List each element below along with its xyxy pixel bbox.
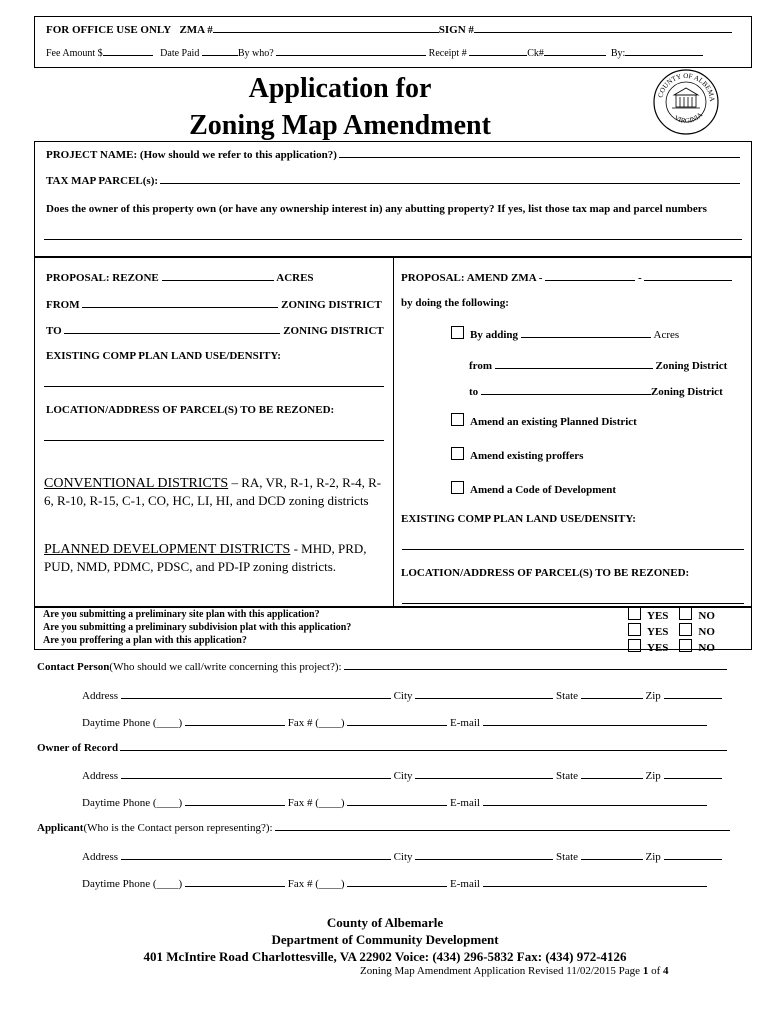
- fee-field[interactable]: [103, 45, 153, 56]
- planned-districts: PLANNED DEVELOPMENT DISTRICTS - MHD, PRD, PUD, NMD, PDMC, PDSC, and PD-IP zoning districts.: [44, 541, 367, 574]
- page-title: Application for Zoning Map Amendment: [189, 73, 491, 141]
- receipt-field[interactable]: [469, 45, 527, 56]
- proffering-no-checkbox[interactable]: [679, 639, 692, 652]
- amend-code-row: Amend a Code of Development: [451, 481, 616, 496]
- adding-to-field[interactable]: [481, 384, 651, 395]
- from-zoning-field[interactable]: [82, 297, 278, 308]
- owner-fax-field[interactable]: [347, 795, 447, 806]
- amend-code-checkbox[interactable]: [451, 481, 464, 494]
- contact-email-field[interactable]: [483, 715, 707, 726]
- adding-to-row: to Zoning District: [469, 386, 723, 398]
- footer-address-block: [0, 914, 770, 965]
- project-name-field[interactable]: [339, 157, 740, 158]
- proffering-yes-checkbox[interactable]: [628, 639, 641, 652]
- contact-address-row: Address City State Zip: [82, 688, 722, 702]
- owner-email-field[interactable]: [483, 795, 707, 806]
- county-seal-icon: [650, 68, 722, 136]
- applicant-address-field[interactable]: [121, 849, 391, 860]
- sign-label: SIGN #: [438, 24, 474, 36]
- abutting-field[interactable]: [44, 239, 742, 240]
- right-comp-plan-label: EXISTING COMP PLAN LAND USE/DENSITY:: [401, 513, 636, 525]
- right-comp-plan-field[interactable]: [402, 549, 744, 550]
- by-adding-checkbox[interactable]: [451, 326, 464, 339]
- by-adding-row: By adding Acres: [451, 326, 679, 341]
- amend-planned-row: Amend an existing Planned District: [451, 413, 637, 428]
- right-location-label: LOCATION/ADDRESS OF PARCEL(S) TO BE REZONED:: [401, 567, 690, 579]
- left-comp-plan-field[interactable]: [44, 386, 384, 387]
- owner-address-field[interactable]: [121, 768, 391, 779]
- to-row: TO ZONING DISTRICT: [46, 325, 384, 337]
- footer-county: County of Albemarle: [326, 915, 444, 930]
- amend-zma-year-field[interactable]: [545, 270, 635, 281]
- to-zoning-field[interactable]: [64, 323, 280, 334]
- right-location-field[interactable]: [402, 603, 744, 604]
- contact-phone-field[interactable]: [185, 715, 285, 726]
- contact-fax-field[interactable]: [347, 715, 447, 726]
- tax-map-field[interactable]: [160, 183, 740, 184]
- by-adding-acres-field[interactable]: [521, 327, 651, 338]
- adding-from-row: from Zoning District: [469, 360, 728, 372]
- owner-address-row: Address City State Zip: [82, 768, 722, 782]
- tax-map-row: [46, 175, 742, 187]
- svg-text:VIRGINIA: VIRGINIA: [672, 110, 705, 125]
- question-subdivision-plat: Are you submitting a preliminary subdivision plat with this application?: [43, 622, 352, 633]
- doing-label: by doing the following:: [401, 297, 509, 309]
- contact-person-row: Contact Person (Who should we call/write concerning this project?):: [37, 661, 729, 673]
- footer-contact: 401 McIntire Road Charlottesville, VA 22902 Voice: (434) 296-5832 Fax: (434) 972-4126: [143, 949, 627, 964]
- question-proffering: Are you proffering a plan with this application?: [43, 635, 247, 646]
- applicant-address-row: Address City State Zip: [82, 849, 722, 863]
- owner-row: Owner of Record: [37, 742, 729, 754]
- applicant-zip-field[interactable]: [664, 849, 722, 860]
- by-who-field[interactable]: [276, 45, 426, 56]
- by-field[interactable]: [625, 45, 703, 56]
- page-total: 4: [662, 965, 669, 977]
- left-location-field[interactable]: [44, 440, 384, 441]
- questions-list: [43, 608, 351, 647]
- amend-zma-number-field[interactable]: [644, 270, 732, 281]
- applicant-fax-field[interactable]: [347, 876, 447, 887]
- amend-proffers-checkbox[interactable]: [451, 447, 464, 460]
- adding-from-field[interactable]: [495, 358, 653, 369]
- proposal-divider: [393, 256, 394, 606]
- contact-person-field[interactable]: [344, 669, 727, 670]
- date-paid-field[interactable]: [202, 45, 238, 56]
- contact-address-field[interactable]: [121, 688, 391, 699]
- project-name-label: PROJECT NAME: (How should we refer to this application?): [46, 149, 337, 161]
- contact-state-field[interactable]: [581, 688, 643, 699]
- planned-heading: PLANNED DEVELOPMENT DISTRICTS: [44, 542, 291, 557]
- site-plan-no-checkbox[interactable]: [679, 607, 692, 620]
- office-use-line: [46, 22, 736, 36]
- owner-phone-field[interactable]: [185, 795, 285, 806]
- office-use-label: FOR OFFICE USE ONLY: [46, 24, 172, 36]
- zma-label: ZMA #: [179, 24, 213, 36]
- sign-field[interactable]: [474, 22, 732, 33]
- contact-city-field[interactable]: [415, 688, 553, 699]
- zma-field[interactable]: [213, 22, 439, 33]
- project-name-row: [46, 149, 742, 161]
- owner-state-field[interactable]: [581, 768, 643, 779]
- left-comp-plan-label: EXISTING COMP PLAN LAND USE/DENSITY:: [46, 350, 281, 362]
- rezone-acres-field[interactable]: [162, 270, 274, 281]
- rezone-row: PROPOSAL: REZONE ACRES: [46, 272, 314, 284]
- site-plan-yes-checkbox[interactable]: [628, 607, 641, 620]
- owner-phone-row: Daytime Phone (____) Fax # (____) E-mail: [82, 795, 707, 809]
- conventional-heading: CONVENTIONAL DISTRICTS: [44, 476, 229, 491]
- amend-proffers-row: Amend existing proffers: [451, 447, 583, 462]
- svg-text:COUNTY OF ALBEMARLE: COUNTY OF ALBEMA: [656, 71, 717, 103]
- owner-zip-field[interactable]: [664, 768, 722, 779]
- page-number: 1: [642, 965, 649, 977]
- footer-revision: Zoning Map Amendment Application Revised 11/02/2015 Page 1 of 4: [360, 965, 669, 977]
- ck-field[interactable]: [544, 45, 606, 56]
- conventional-districts: CONVENTIONAL DISTRICTS – RA, VR, R-1, R-2, R-4, R-6, R-10, R-15, C-1, CO, HC, LI, HI, and DCD zoning districts: [44, 475, 382, 508]
- applicant-email-field[interactable]: [483, 876, 707, 887]
- owner-city-field[interactable]: [415, 768, 553, 779]
- subdivision-yes-checkbox[interactable]: [628, 623, 641, 636]
- tax-map-label: TAX MAP PARCEL(s):: [46, 175, 159, 187]
- applicant-row: Applicant (Who is the Contact person representing?):: [37, 822, 732, 834]
- subdivision-no-checkbox[interactable]: [679, 623, 692, 636]
- applicant-phone-row: Daytime Phone (____) Fax # (____) E-mail: [82, 876, 707, 890]
- applicant-state-field[interactable]: [581, 849, 643, 860]
- office-fee-line: Fee Amount $ Date Paid By who? Receipt # Ck# By:: [46, 45, 703, 59]
- question-site-plan: Are you submitting a preliminary site plan with this application?: [43, 609, 320, 620]
- applicant-field[interactable]: [275, 830, 730, 831]
- contact-zip-field[interactable]: [664, 688, 722, 699]
- applicant-city-field[interactable]: [415, 849, 553, 860]
- from-row: FROM ZONING DISTRICT: [46, 299, 382, 311]
- abutting-question: Does the owner of this property own (or have any ownership interest in) any abutting property? If yes, list those tax map and parcel numbers: [46, 203, 707, 215]
- applicant-phone-field[interactable]: [185, 876, 285, 887]
- amend-planned-checkbox[interactable]: [451, 413, 464, 426]
- amend-zma-row: PROPOSAL: AMEND ZMA - -: [401, 270, 732, 284]
- contact-phone-row: Daytime Phone (____) Fax # (____) E-mail: [82, 715, 707, 729]
- left-location-label: LOCATION/ADDRESS OF PARCEL(S) TO BE REZONED:: [46, 404, 335, 416]
- questions-answers: YES NO YES NO YES NO: [628, 607, 715, 655]
- footer-department: Department of Community Development: [271, 932, 499, 947]
- owner-field[interactable]: [120, 750, 727, 751]
